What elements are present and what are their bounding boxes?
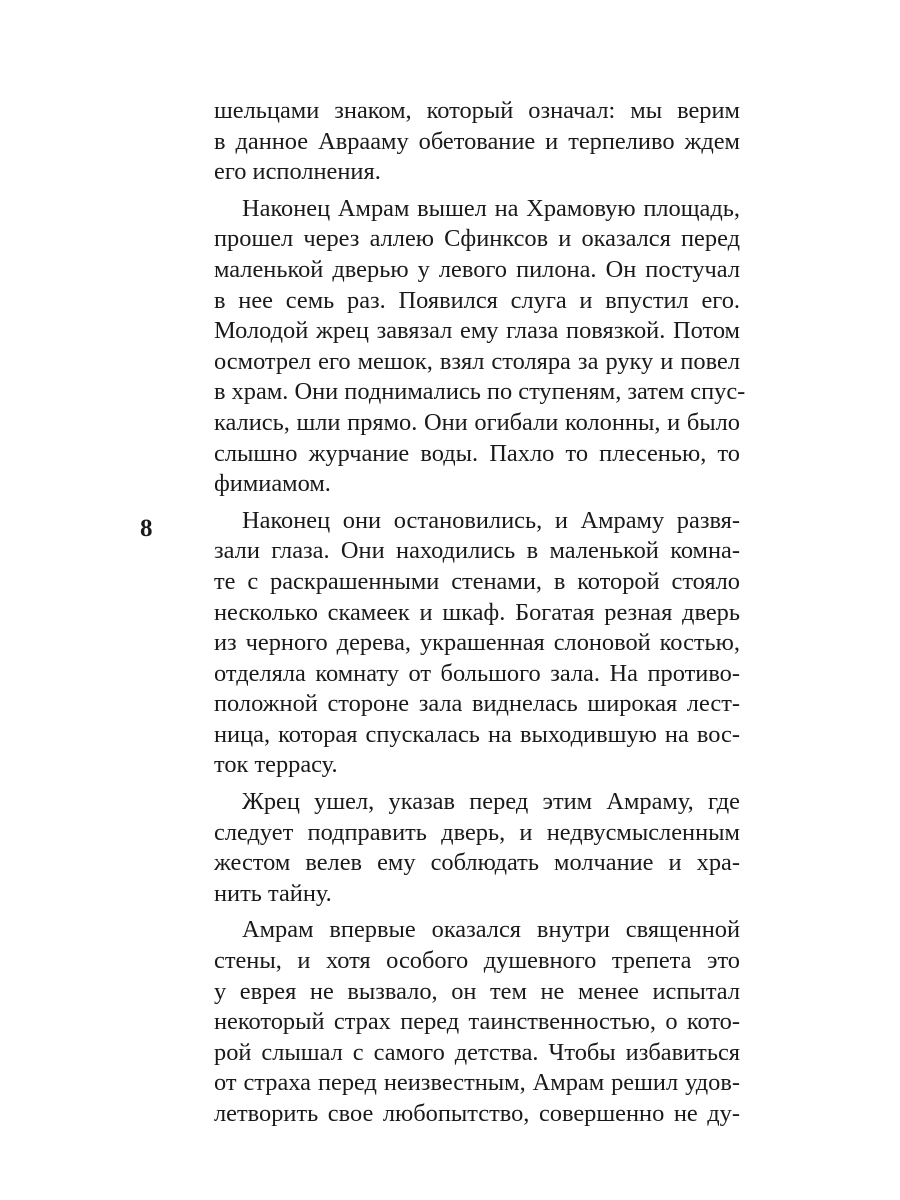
text-line: из черного дерева, украшенная слоновой костью, bbox=[214, 629, 740, 657]
text-line: те с раскрашенными стенами, в которой стояло bbox=[214, 567, 740, 595]
text-line: зали глаза. Они находились в маленькой комна- bbox=[214, 537, 740, 565]
text-line: Наконец Амрам вышел на Храмовую площадь, bbox=[242, 194, 740, 222]
text-line: нить тайну. bbox=[214, 879, 332, 907]
text-line: жестом велев ему соблюдать молчание и хра- bbox=[214, 849, 740, 877]
text-line: в нее семь раз. Появился слуга и впустил его. bbox=[214, 286, 740, 314]
text-line: ток террасу. bbox=[214, 751, 338, 779]
text-line: от страха перед неизвестным, Амрам решил удов- bbox=[214, 1069, 740, 1097]
text-line: некоторый страх перед таинственностью, о кото- bbox=[214, 1008, 740, 1036]
text-line: Молодой жрец завязал ему глаза повязкой. Потом bbox=[214, 317, 740, 345]
text-line: у еврея не вызвало, он тем не менее испытал bbox=[214, 977, 740, 1005]
paragraph bbox=[214, 194, 746, 500]
text-line: отделяла комнату от большого зала. На противо- bbox=[214, 659, 740, 687]
text-line: следует подправить дверь, и недвусмысленным bbox=[214, 818, 740, 846]
paragraph bbox=[214, 506, 740, 781]
text-line: положной стороне зала виднелась широкая лест- bbox=[214, 690, 740, 718]
text-line: рой слышал с самого детства. Чтобы избавиться bbox=[214, 1038, 740, 1066]
text-line: несколько скамеек и шкаф. Богатая резная дверь bbox=[214, 598, 740, 626]
text-line: осмотрел его мешок, взял столяра за руку и повел bbox=[214, 347, 740, 375]
body-text bbox=[214, 96, 746, 1136]
text-line: стены, и хотя особого душевного трепета это bbox=[214, 947, 740, 975]
text-line: летворить свое любопытство, совершенно не ду- bbox=[214, 1100, 740, 1127]
text-line: его исполнения. bbox=[214, 158, 381, 186]
paragraph bbox=[214, 915, 740, 1129]
text-line: прошел через аллею Сфинксов и оказался перед bbox=[214, 225, 740, 253]
page-number: 8 bbox=[140, 515, 153, 542]
text-line: слышно журчание воды. Пахло то плесенью, то bbox=[214, 439, 740, 467]
text-line: ница, которая спускалась на выходившую на вос- bbox=[214, 720, 740, 748]
text-line: фимиамом. bbox=[214, 470, 331, 498]
paragraph bbox=[214, 96, 740, 188]
text-line: маленькой дверью у левого пилона. Он постучал bbox=[214, 255, 740, 283]
text-line: Жрец ушел, указав перед этим Амраму, где bbox=[242, 788, 740, 816]
paragraph bbox=[214, 787, 740, 909]
text-line: в данное Аврааму обетование и терпеливо ждем bbox=[214, 127, 740, 155]
text-line: шельцами знаком, который означал: мы верим bbox=[214, 97, 740, 124]
text-line: в храм. Они поднимались по ступеням, затем спус- bbox=[214, 378, 746, 406]
text-line: Амрам впервые оказался внутри священной bbox=[242, 916, 740, 944]
text-line: кались, шли прямо. Они огибали колонны, и было bbox=[214, 408, 740, 436]
text-line: Наконец они остановились, и Амраму развя- bbox=[242, 506, 740, 534]
